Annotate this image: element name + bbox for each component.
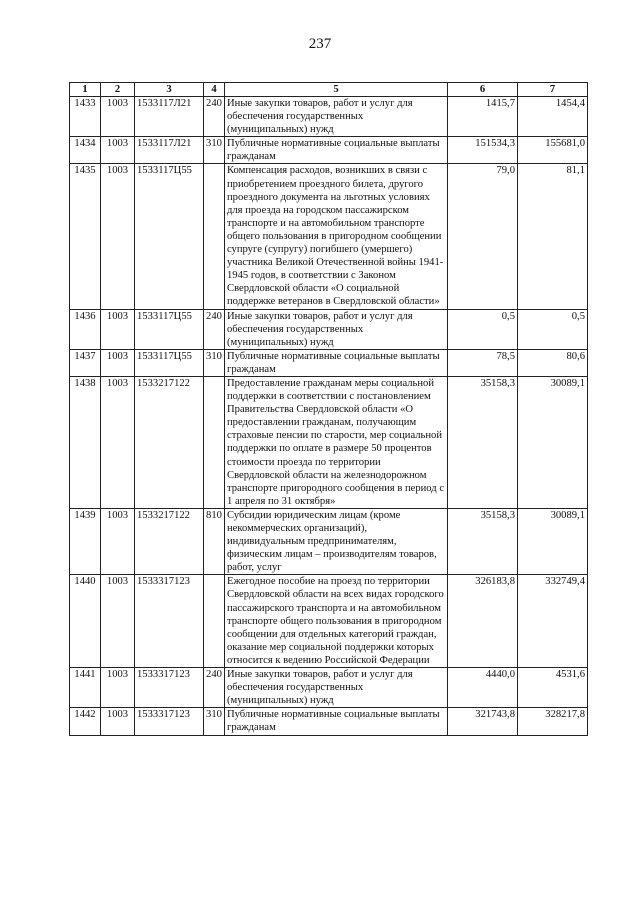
- amount-year-1: 78,5: [448, 349, 518, 376]
- section-code: 1003: [101, 309, 135, 349]
- item-description: Компенсация расходов, возникших в связи с приобретением проездного билета, другого проездного документа на льготных условиях для проезда на городском пассажирском транспорте и на автомобильном транспорте общего пользования в пригородном сообщении супруге (супругу) погибшего (умершего) участника Великой Отечественной войны 1941-1945 годов, в соответствии с Законом Свердловской области «О социальной поддержке ветеранов в Свердловской области»: [225, 164, 448, 309]
- page-number: 237: [308, 36, 332, 52]
- amount-year-1: 0,5: [448, 309, 518, 349]
- header-row: [70, 83, 588, 97]
- header-col-6: 6: [448, 83, 518, 97]
- header-col-4: 4: [204, 83, 225, 97]
- table-row: [70, 137, 588, 164]
- amount-year-1: 35158,3: [448, 376, 518, 508]
- target-article-code: 1533117Ц55: [135, 309, 204, 349]
- item-description: Публичные нормативные социальные выплаты гражданам: [225, 349, 448, 376]
- expense-type-code: 810: [204, 508, 225, 574]
- amount-year-2: 80,6: [518, 349, 588, 376]
- amount-year-1: 79,0: [448, 164, 518, 309]
- row-number: 1435: [70, 164, 101, 309]
- table-row: [70, 668, 588, 708]
- row-number: 1441: [70, 668, 101, 708]
- section-code: 1003: [101, 508, 135, 574]
- header-col-7: 7: [518, 83, 588, 97]
- expense-type-code: 310: [204, 137, 225, 164]
- amount-year-2: 0,5: [518, 309, 588, 349]
- amount-year-1: 151534,3: [448, 137, 518, 164]
- table-row: [70, 575, 588, 668]
- amount-year-2: 328217,8: [518, 708, 588, 735]
- section-code: 1003: [101, 349, 135, 376]
- item-description: Иные закупки товаров, работ и услуг для обеспечения государственных (муниципальных) нужд: [225, 309, 448, 349]
- amount-year-2: 4531,6: [518, 668, 588, 708]
- section-code: 1003: [101, 137, 135, 164]
- amount-year-1: 326183,8: [448, 575, 518, 668]
- expense-type-code: 240: [204, 309, 225, 349]
- amount-year-2: 332749,4: [518, 575, 588, 668]
- row-number: 1437: [70, 349, 101, 376]
- target-article-code: 1533117Ц55: [135, 164, 204, 309]
- item-description: Иные закупки товаров, работ и услуг для обеспечения государственных (муниципальных) нужд: [225, 668, 448, 708]
- header-col-3: 3: [135, 83, 204, 97]
- table-row: [70, 376, 588, 508]
- amount-year-2: 30089,1: [518, 376, 588, 508]
- row-number: 1438: [70, 376, 101, 508]
- section-code: 1003: [101, 164, 135, 309]
- target-article-code: 1533217122: [135, 376, 204, 508]
- target-article-code: 1533117Л21: [135, 137, 204, 164]
- expense-type-code: 240: [204, 668, 225, 708]
- amount-year-1: 4440,0: [448, 668, 518, 708]
- expense-type-code: [204, 376, 225, 508]
- target-article-code: 1533317123: [135, 575, 204, 668]
- expense-type-code: 310: [204, 708, 225, 735]
- section-code: 1003: [101, 376, 135, 508]
- amount-year-1: 1415,7: [448, 97, 518, 137]
- budget-table: [69, 82, 588, 736]
- table-row: [70, 97, 588, 137]
- row-number: 1440: [70, 575, 101, 668]
- row-number: 1442: [70, 708, 101, 735]
- amount-year-2: 155681,0: [518, 137, 588, 164]
- target-article-code: 1533217122: [135, 508, 204, 574]
- target-article-code: 1533317123: [135, 708, 204, 735]
- amount-year-2: 1454,4: [518, 97, 588, 137]
- amount-year-2: 81,1: [518, 164, 588, 309]
- expense-type-code: 240: [204, 97, 225, 137]
- row-number: 1433: [70, 97, 101, 137]
- target-article-code: 1533317123: [135, 668, 204, 708]
- item-description: Предоставление гражданам меры социальной поддержки в соответствии с постановлением Правительства Свердловской области «О предоставлении гражданам, получающим страховые пенсии по старости, мер социальной поддержки по оплате в размере 50 процентов стоимости проезда по территории Свердловской области на железнодорожном транспорте пригородного сообщения в период с 1 апреля по 31 октября»: [225, 376, 448, 508]
- item-description: Публичные нормативные социальные выплаты гражданам: [225, 137, 448, 164]
- row-number: 1436: [70, 309, 101, 349]
- section-code: 1003: [101, 708, 135, 735]
- amount-year-2: 30089,1: [518, 508, 588, 574]
- target-article-code: 1533117Л21: [135, 97, 204, 137]
- item-description: Субсидии юридическим лицам (кроме некоммерческих организаций), индивидуальным предпринимателям, физическим лицам – производителям товаров, работ, услуг: [225, 508, 448, 574]
- table-row: [70, 164, 588, 309]
- header-col-1: 1: [70, 83, 101, 97]
- header-col-2: 2: [101, 83, 135, 97]
- amount-year-1: 35158,3: [448, 508, 518, 574]
- section-code: 1003: [101, 97, 135, 137]
- table-row: [70, 349, 588, 376]
- expense-type-code: [204, 575, 225, 668]
- row-number: 1434: [70, 137, 101, 164]
- table-row: [70, 309, 588, 349]
- table-row: [70, 708, 588, 735]
- expense-type-code: 310: [204, 349, 225, 376]
- section-code: 1003: [101, 575, 135, 668]
- target-article-code: 1533117Ц55: [135, 349, 204, 376]
- item-description: Ежегодное пособие на проезд по территории Свердловской области на всех видах городского пассажирского транспорта и на автомобильном транспорте общего пользования в пригородном сообщении для отдельных категорий граждан, оказание мер социальной поддержки которых относится к ведению Российской Федерации: [225, 575, 448, 668]
- section-code: 1003: [101, 668, 135, 708]
- header-col-5: 5: [225, 83, 448, 97]
- row-number: 1439: [70, 508, 101, 574]
- table-row: [70, 508, 588, 574]
- expense-type-code: [204, 164, 225, 309]
- item-description: Иные закупки товаров, работ и услуг для обеспечения государственных (муниципальных) нужд: [225, 97, 448, 137]
- amount-year-1: 321743,8: [448, 708, 518, 735]
- item-description: Публичные нормативные социальные выплаты гражданам: [225, 708, 448, 735]
